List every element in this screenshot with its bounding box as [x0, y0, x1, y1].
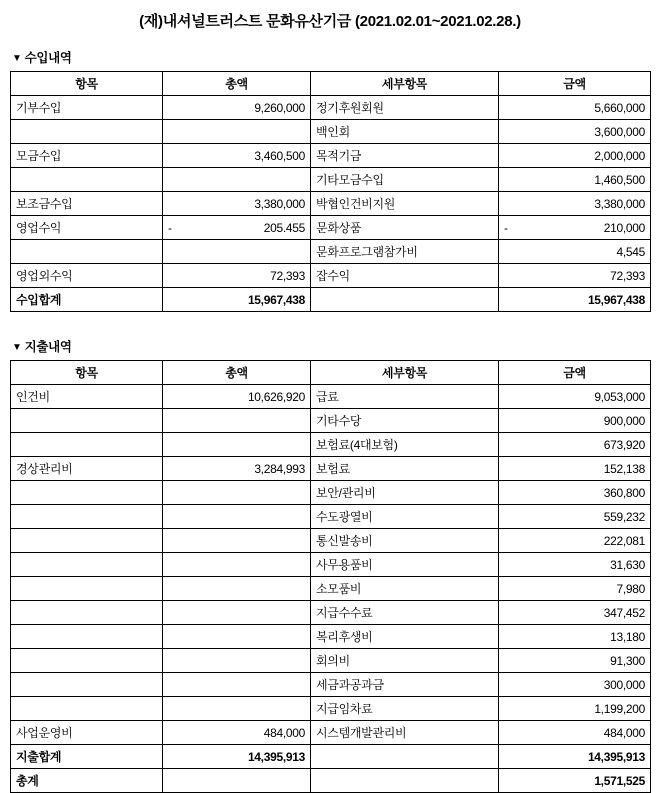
table-header-row: [11, 72, 651, 96]
cell-amount: 14,395,913: [499, 745, 651, 769]
table-row: [11, 697, 651, 721]
cell-total: [163, 673, 311, 697]
cell-item: [11, 673, 163, 697]
cell-item: 영업외수익: [11, 264, 163, 288]
cell-amount: 2,000,000: [499, 144, 651, 168]
cell-subitem: 소모품비: [311, 577, 499, 601]
section-heading-income: [10, 45, 650, 71]
cell-amount: 1,199,200: [499, 697, 651, 721]
cell-subitem: 백인회: [311, 120, 499, 144]
table-row: [11, 433, 651, 457]
cell-total: [163, 697, 311, 721]
cell-amount: 9,053,000: [499, 385, 651, 409]
cell-item: [11, 433, 163, 457]
cell-total: [163, 481, 311, 505]
table-row: [11, 264, 651, 288]
cell-amount: 347,452: [499, 601, 651, 625]
cell-total: [163, 577, 311, 601]
cell-item: [11, 529, 163, 553]
cell-amount: 300,000: [499, 673, 651, 697]
cell-item: [11, 553, 163, 577]
cell-item: [11, 481, 163, 505]
table-row: [11, 721, 651, 745]
cell-total: 484,000: [163, 721, 311, 745]
cell-item: [11, 168, 163, 192]
column-header-item: 항목: [11, 361, 163, 385]
column-header-amount: 금액: [499, 72, 651, 96]
cell-total: [163, 649, 311, 673]
cell-subitem: 복리후생비: [311, 625, 499, 649]
cell-item: [11, 409, 163, 433]
section-heading-expense-label: 지출내역: [24, 340, 72, 354]
triangle-down-icon: ▼: [12, 342, 22, 353]
table-row: [11, 96, 651, 120]
table-row: [11, 505, 651, 529]
cell-amount: 222,081: [499, 529, 651, 553]
page-title: (재)내셔널트러스트 문화유산기금 (2021.02.01~2021.02.28.): [139, 13, 521, 30]
table-row: [11, 529, 651, 553]
cell-subitem: 보안/관리비: [311, 481, 499, 505]
cell-item: [11, 601, 163, 625]
cell-subitem: 보험료: [311, 457, 499, 481]
cell-amount-value: 210,000: [603, 220, 645, 235]
cell-item: 수입합계: [11, 288, 163, 312]
cell-total: [163, 505, 311, 529]
table-row: [11, 192, 651, 216]
negative-dash: -: [168, 220, 172, 235]
cell-subitem: 잡수익: [311, 264, 499, 288]
cell-subitem: 통신발송비: [311, 529, 499, 553]
table-row: [11, 553, 651, 577]
cell-item: 경상관리비: [11, 457, 163, 481]
cell-amount: 5,660,000: [499, 96, 651, 120]
cell-subitem: 시스템개발관리비: [311, 721, 499, 745]
cell-item: 보조금수입: [11, 192, 163, 216]
cell-item: 기부수입: [11, 96, 163, 120]
table-row: [11, 625, 651, 649]
table-row: [11, 216, 651, 240]
cell-amount: 152,138: [499, 457, 651, 481]
negative-dash: -: [504, 220, 508, 235]
cell-subitem: 기타모금수입: [311, 168, 499, 192]
section-heading-income-label: 수입내역: [24, 51, 72, 65]
cell-subitem: 정기후원회원: [311, 96, 499, 120]
cell-item: [11, 505, 163, 529]
table-row: [11, 240, 651, 264]
cell-total: 14,395,913: [163, 745, 311, 769]
cell-amount: 1,460,500: [499, 168, 651, 192]
cell-amount: 13,180: [499, 625, 651, 649]
column-header-amount: 금액: [499, 361, 651, 385]
column-header-subitem: 세부항목: [311, 361, 499, 385]
cell-amount: 72,393: [499, 264, 651, 288]
cell-amount: 3,600,000: [499, 120, 651, 144]
cell-item: [11, 625, 163, 649]
grand-total-row: [11, 769, 651, 793]
cell-total: [163, 625, 311, 649]
table-row: [11, 481, 651, 505]
cell-subitem: 사무용품비: [311, 553, 499, 577]
table-row: [11, 144, 651, 168]
cell-total: 9,260,000: [163, 96, 311, 120]
cell-total: [163, 168, 311, 192]
cell-subitem: 문화상품: [311, 216, 499, 240]
triangle-down-icon: ▼: [12, 53, 22, 64]
table-row: [11, 457, 651, 481]
table-row: [11, 385, 651, 409]
table-row: [11, 120, 651, 144]
cell-amount: 1,571,525: [499, 769, 651, 793]
cell-total: [163, 769, 311, 793]
cell-item: 지출합계: [11, 745, 163, 769]
table-row: [11, 601, 651, 625]
cell-amount: 673,920: [499, 433, 651, 457]
cell-item: [11, 577, 163, 601]
cell-amount: 4,545: [499, 240, 651, 264]
cell-subitem: 지급수수료: [311, 601, 499, 625]
expense-total-row: [11, 745, 651, 769]
cell-total: [163, 120, 311, 144]
cell-item: [11, 649, 163, 673]
cell-amount: 31,630: [499, 553, 651, 577]
expense-table: [10, 360, 651, 793]
cell-subitem: 수도광열비: [311, 505, 499, 529]
section-divider: [10, 312, 650, 334]
cell-subitem: [311, 745, 499, 769]
cell-item: 모금수입: [11, 144, 163, 168]
cell-total: [163, 433, 311, 457]
cell-item: [11, 120, 163, 144]
cell-total: [163, 216, 311, 240]
cell-total: 72,393: [163, 264, 311, 288]
cell-subitem: 보험료(4대보험): [311, 433, 499, 457]
cell-total: 3,284,993: [163, 457, 311, 481]
cell-subitem: 세금과공과금: [311, 673, 499, 697]
income-total-row: [11, 288, 651, 312]
cell-total: 10,626,920: [163, 385, 311, 409]
cell-amount: 7,980: [499, 577, 651, 601]
column-header-total: 총액: [163, 72, 311, 96]
cell-item: 인건비: [11, 385, 163, 409]
cell-amount: 559,232: [499, 505, 651, 529]
table-row: [11, 577, 651, 601]
cell-subitem: 회의비: [311, 649, 499, 673]
cell-amount: [499, 216, 651, 240]
cell-subitem: 박협인건비지원: [311, 192, 499, 216]
cell-total: [163, 601, 311, 625]
cell-total: [163, 553, 311, 577]
cell-subitem: [311, 288, 499, 312]
cell-amount: 900,000: [499, 409, 651, 433]
cell-item: 총계: [11, 769, 163, 793]
cell-amount: 15,967,438: [499, 288, 651, 312]
cell-subitem: 문화프로그램참가비: [311, 240, 499, 264]
column-header-subitem: 세부항목: [311, 72, 499, 96]
cell-subitem: 지급임차료: [311, 697, 499, 721]
cell-total: [163, 409, 311, 433]
cell-subitem: 목적기금: [311, 144, 499, 168]
cell-item: [11, 240, 163, 264]
cell-subitem: 급료: [311, 385, 499, 409]
table-row: [11, 649, 651, 673]
cell-amount: 3,380,000: [499, 192, 651, 216]
cell-item: [11, 697, 163, 721]
cell-total: 15,967,438: [163, 288, 311, 312]
cell-total-value: 205.455: [263, 220, 305, 235]
table-header-row: [11, 361, 651, 385]
income-table: [10, 71, 651, 312]
cell-subitem: [311, 769, 499, 793]
table-row: [11, 673, 651, 697]
column-header-item: 항목: [11, 72, 163, 96]
cell-amount: 484,000: [499, 721, 651, 745]
section-heading-expense: [10, 334, 650, 360]
cell-amount: 91,300: [499, 649, 651, 673]
table-row: [11, 168, 651, 192]
cell-item: 영업수익: [11, 216, 163, 240]
cell-item: 사업운영비: [11, 721, 163, 745]
table-row: [11, 409, 651, 433]
cell-total: 3,380,000: [163, 192, 311, 216]
cell-total: [163, 529, 311, 553]
cell-total: [163, 240, 311, 264]
column-header-total: 총액: [163, 361, 311, 385]
cell-subitem: 기타수당: [311, 409, 499, 433]
cell-total: 3,460,500: [163, 144, 311, 168]
cell-amount: 360,800: [499, 481, 651, 505]
